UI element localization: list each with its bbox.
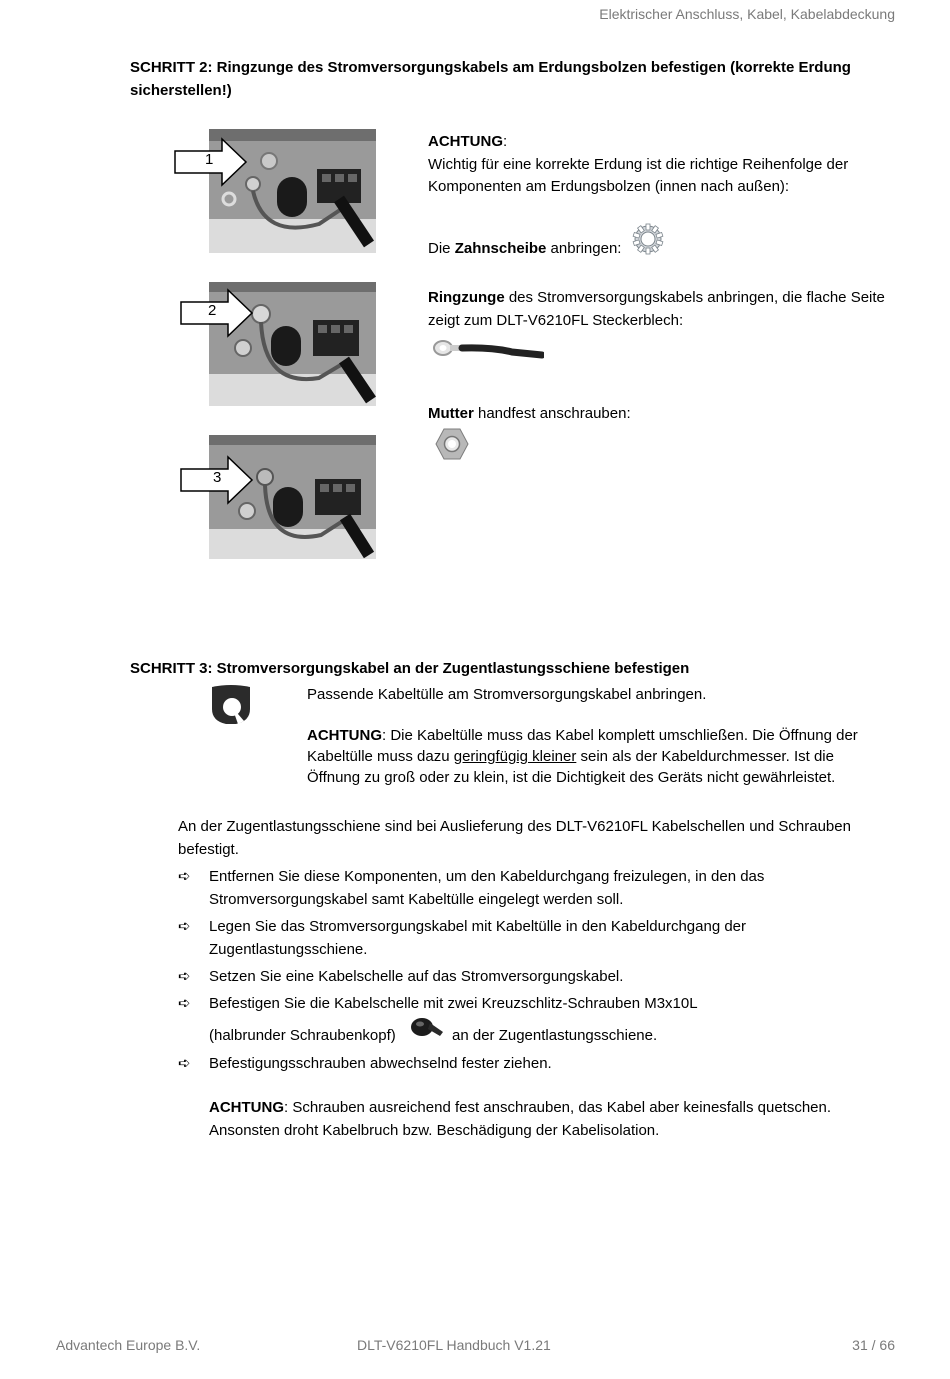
bullet-item: Befestigungsschrauben abwechselnd fester ziehen. <box>209 1055 552 1072</box>
cable-grommet-icon <box>210 683 252 730</box>
washer-instruction: Die Zahnscheibe anbringen: <box>428 240 622 257</box>
running-header: Elektrischer Anschluss, Kabel, Kabelabdeckung <box>599 6 895 22</box>
ring-terminal-icon <box>432 336 544 367</box>
bullet-arrow-icon: ➪ <box>178 918 191 935</box>
photo-number-1: 1 <box>205 151 214 168</box>
achtung-label: ACHTUNG <box>428 133 503 150</box>
footer-manual: DLT-V6210FL Handbuch V1.21 <box>357 1337 551 1353</box>
screw-icon <box>410 1015 444 1046</box>
arrow-label-3 <box>180 455 254 510</box>
strain-relief-intro: An der Zugentlastungsschiene sind bei Auslieferung des DLT-V6210FL Kabelschellen und Schrauben befestigt. <box>178 818 851 858</box>
footer-company: Advantech Europe B.V. <box>56 1337 201 1353</box>
step2-title: SCHRITT 2: Ringzunge des Stromversorgungskabels am Erdungsbolzen befestigen (korrekte Erdung sicherstellen!) <box>130 59 851 99</box>
bullet-item: Befestigen Sie die Kabelschelle mit zwei Kreuzschlitz-Schrauben M3x10L <box>209 995 698 1012</box>
tooth-washer-icon <box>631 223 665 260</box>
bullet-arrow-icon: ➪ <box>178 968 191 985</box>
arrow-label-1 <box>174 137 248 192</box>
step3-title: SCHRITT 3: Stromversorgungskabel an der Zugentlastungsschiene befestigen <box>130 660 690 677</box>
bullet-item: Entfernen Sie diese Komponenten, um den Kabeldurchgang freizulegen, in den das Stromversorgungskabel samt Kabeltülle eingelegt werden soll. <box>209 868 765 908</box>
photo-number-3: 3 <box>213 469 222 486</box>
arrow-label-2 <box>180 288 254 343</box>
screw-head-note: (halbrunder Schraubenkopf) <box>209 1027 396 1044</box>
step3-achtung: ACHTUNG: Die Kabeltülle muss das Kabel komplett umschließen. Die Öffnung der Kabeltülle muss dazu geringfügig kleiner sein als der Kabeldurchmesser. Ist die Öffnung zu groß oder zu klein, ist die Dichtigkeit des Geräts nicht gewährleistet. <box>307 727 858 786</box>
bullet-item: Setzen Sie eine Kabelschelle auf das Stromversorgungskabel. <box>209 968 624 985</box>
photo-number-2: 2 <box>208 302 217 319</box>
nut-instruction: Mutter handfest anschrauben: <box>428 405 631 422</box>
grommet-instruction: Passende Kabeltülle am Stromversorgungskabel anbringen. <box>307 686 707 703</box>
bullet-arrow-icon: ➪ <box>178 1055 191 1072</box>
footer-page-number: 31 / 66 <box>852 1337 895 1353</box>
achtung-text: Wichtig für eine korrekte Erdung ist die richtige Reihenfolge der Komponenten am Erdungsbolzen (innen nach außen): <box>428 155 849 195</box>
hex-nut-icon <box>434 427 470 466</box>
screw-suffix: an der Zugentlastungsschiene. <box>452 1027 658 1044</box>
bullet-arrow-icon: ➪ <box>178 868 191 885</box>
ring-instruction: Ringzunge des Stromversorgungskabels anbringen, die flache Seite zeigt zum DLT-V6210FL Steckerblech: <box>428 289 885 329</box>
step2-achtung-block: ACHTUNG: Wichtig für eine korrekte Erdung ist die richtige Reihenfolge der Komponenten am Erdungsbolzen (innen nach außen): <box>428 131 888 199</box>
bullet-item: Legen Sie das Stromversorgungskabel mit Kabeltülle in den Kabeldurchgang der Zugentlastungsschiene. <box>209 918 747 958</box>
final-achtung: ACHTUNG: Schrauben ausreichend fest anschrauben, das Kabel aber keinesfalls quetschen. Ansonsten droht Kabelbruch bzw. Beschädigung der Kabelisolation. <box>209 1099 832 1139</box>
bullet-arrow-icon: ➪ <box>178 995 191 1012</box>
